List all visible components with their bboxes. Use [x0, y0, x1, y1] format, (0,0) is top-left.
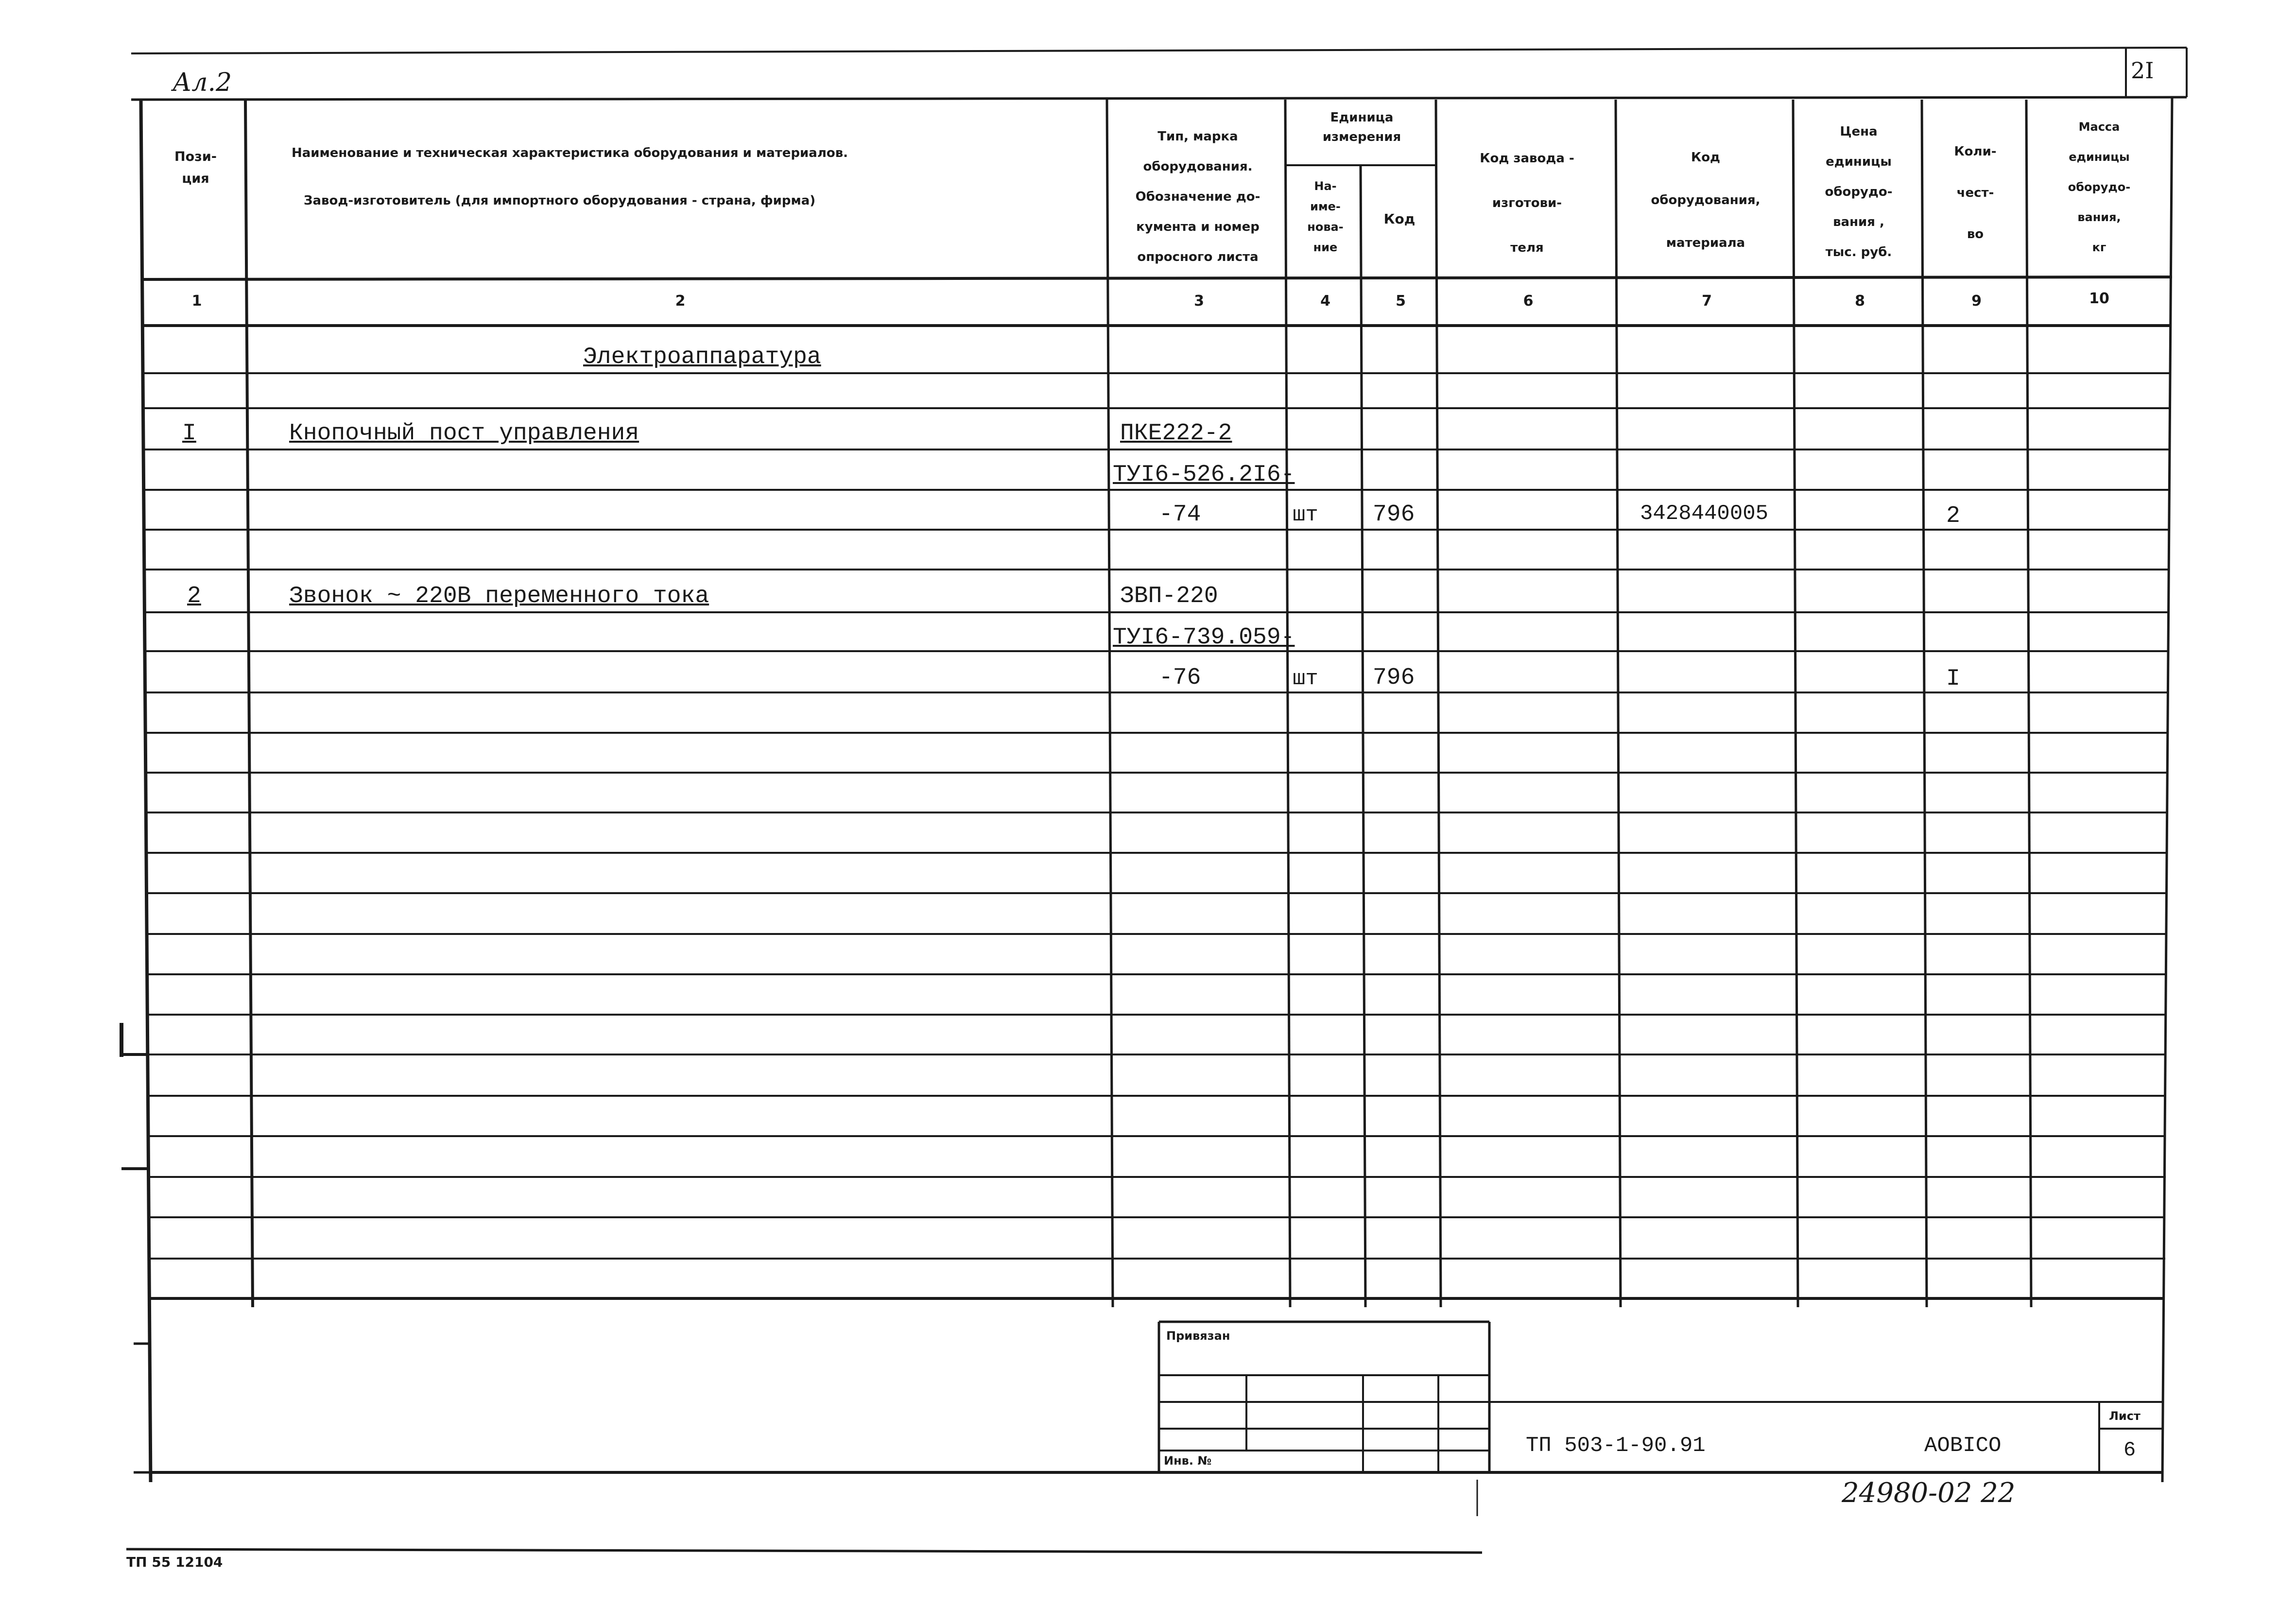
column-number-9: 9: [1971, 293, 1982, 310]
stamp-document-code: ТП 503-1-90.91: [1526, 1434, 1706, 1458]
row-1-equipment-code: 3428440005: [1640, 501, 1769, 526]
column-number-2: 2: [675, 293, 686, 310]
sheet-label-top-left: Ал.2: [173, 68, 232, 97]
column-number-5: 5: [1396, 293, 1406, 310]
header-name-line1: Наименование и техническая характеристика оборудования и материалов.: [292, 146, 848, 160]
header-unit-name: На- име- нова- ние: [1307, 179, 1344, 254]
row-1-unit-code: 796: [1373, 501, 1415, 528]
stamp-inventory-label: Инв. №: [1164, 1454, 1212, 1468]
header-position: Пози- ция: [174, 149, 217, 186]
header-unit-group: Единица измерения: [1322, 110, 1401, 144]
row-1-type: ПКЕ222-2: [1120, 420, 1232, 447]
row-2-unit-code: 796: [1373, 665, 1415, 691]
stamp-sheet-label: Лист: [2109, 1409, 2141, 1423]
header-mass: Масса единицы оборудо- вания, кг: [2068, 120, 2131, 254]
row-1-position: I: [182, 420, 196, 447]
header-type: Тип, марка оборудования. Обозначение до- кумента и номер опросного листа: [1135, 129, 1260, 264]
row-2-spec-cont: -76: [1159, 665, 1201, 691]
header-quantity: Коли- чест- во: [1954, 144, 1997, 242]
handwritten-inventory-number: 24980-02 22: [1842, 1477, 2016, 1509]
column-number-8: 8: [1855, 293, 1865, 310]
column-number-4: 4: [1320, 293, 1330, 310]
row-1-unit-name: шт: [1293, 503, 1318, 527]
column-number-6: 6: [1523, 293, 1534, 310]
stamp-sheet-number: 6: [2123, 1438, 2136, 1462]
row-1-spec-cont: -74: [1159, 501, 1201, 528]
row-2-position: 2: [187, 583, 201, 609]
row-2-name: Звонок ~ 220В переменного тока: [289, 583, 709, 609]
column-number-1: 1: [191, 293, 202, 310]
column-number-7: 7: [1702, 293, 1712, 310]
header-factory-code: Код завода - изготови- теля: [1480, 151, 1574, 255]
row-2-quantity: I: [1946, 666, 1960, 692]
row-1-quantity: 2: [1946, 503, 1960, 529]
row-1-name: Кнопочный пост управления: [289, 420, 639, 447]
column-number-3: 3: [1194, 293, 1204, 310]
stamp-album: АОВIСО: [1924, 1434, 2002, 1458]
corner-page-number: 2I: [2131, 57, 2154, 84]
row-2-type: ЗВП-220: [1120, 583, 1218, 609]
row-1-spec: ТУI6-526.2I6-: [1113, 462, 1295, 488]
header-price: Цена единицы оборудо- вания , тыс. руб.: [1825, 124, 1893, 259]
header-equipment-code: Код оборудования, материала: [1651, 150, 1761, 250]
column-number-10: 10: [2089, 290, 2109, 307]
row-2-unit-name: шт: [1293, 667, 1318, 691]
row-2-spec: ТУI6-739.059-: [1113, 624, 1295, 651]
header-name-line2: Завод-изготовитель (для импортного оборудования - страна, фирма): [304, 193, 816, 208]
bottom-left-stamp: ТП 55 12104: [126, 1554, 223, 1570]
section-title: Электроаппаратура: [583, 344, 821, 370]
stamp-bound-label: Привязан: [1166, 1329, 1230, 1343]
header-unit-code: Код: [1383, 211, 1416, 227]
